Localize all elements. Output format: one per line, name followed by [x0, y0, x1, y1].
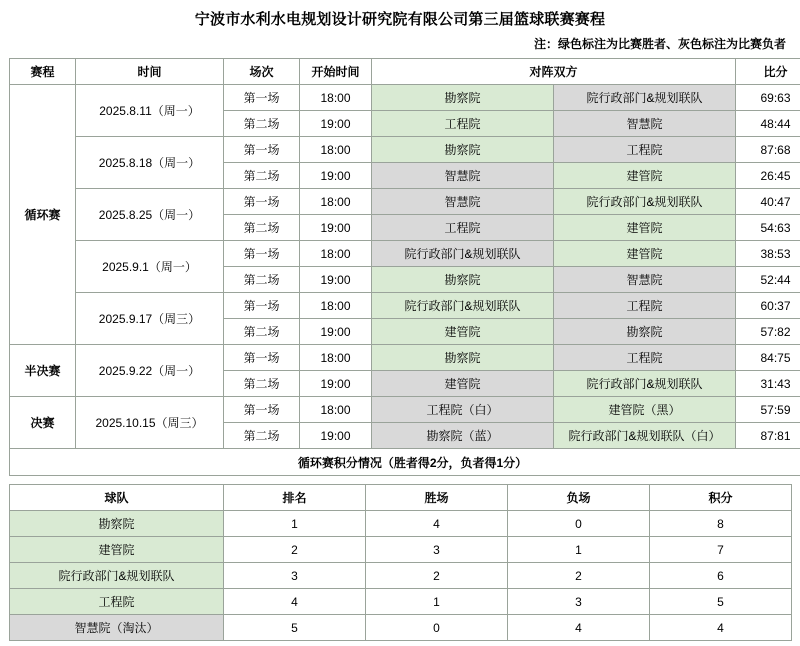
date-cell: 2025.10.15（周三） — [76, 397, 224, 449]
header-date: 时间 — [76, 59, 224, 85]
game-cell: 第二场 — [224, 371, 300, 397]
points-cell: 8 — [650, 511, 792, 537]
score-cell: 52:44 — [736, 267, 800, 293]
header-points: 积分 — [650, 485, 792, 511]
losses-cell: 4 — [508, 615, 650, 641]
team-b-cell: 勘察院 — [554, 319, 736, 345]
table-row — [10, 137, 800, 163]
standings-caption-row — [10, 449, 800, 476]
table-row — [10, 189, 800, 215]
time-cell: 19:00 — [300, 111, 372, 137]
wins-cell: 2 — [366, 563, 508, 589]
table-row — [10, 615, 792, 641]
wins-cell: 4 — [366, 511, 508, 537]
time-cell: 19:00 — [300, 423, 372, 449]
game-cell: 第一场 — [224, 241, 300, 267]
game-cell: 第一场 — [224, 397, 300, 423]
score-cell: 57:59 — [736, 397, 800, 423]
points-cell: 5 — [650, 589, 792, 615]
team-a-cell: 勘察院 — [372, 85, 554, 111]
team-a-cell: 建管院 — [372, 371, 554, 397]
score-cell: 31:43 — [736, 371, 800, 397]
time-cell: 18:00 — [300, 397, 372, 423]
table-row — [10, 345, 800, 371]
stage-cell: 半决赛 — [10, 345, 76, 397]
date-cell: 2025.8.11（周一） — [76, 85, 224, 137]
game-cell: 第一场 — [224, 293, 300, 319]
game-cell: 第二场 — [224, 267, 300, 293]
team-a-cell: 工程院 — [372, 215, 554, 241]
team-b-cell: 院行政部门&规划联队 — [554, 371, 736, 397]
page-title: 宁波市水利水电规划设计研究院有限公司第三届篮球联赛赛程 — [194, 11, 606, 28]
rank-cell: 4 — [224, 589, 366, 615]
header-matchup: 对阵双方 — [372, 59, 736, 85]
wins-cell: 0 — [366, 615, 508, 641]
time-cell: 18:00 — [300, 137, 372, 163]
score-cell: 84:75 — [736, 345, 800, 371]
score-cell: 38:53 — [736, 241, 800, 267]
game-cell: 第一场 — [224, 189, 300, 215]
game-cell: 第二场 — [224, 319, 300, 345]
team-b-cell: 建管院 — [554, 215, 736, 241]
team-a-cell: 工程院（白） — [372, 397, 554, 423]
table-row — [10, 397, 800, 423]
game-cell: 第一场 — [224, 345, 300, 371]
date-cell: 2025.9.1（周一） — [76, 241, 224, 293]
game-cell: 第一场 — [224, 137, 300, 163]
table-row — [10, 563, 792, 589]
points-cell: 6 — [650, 563, 792, 589]
game-cell: 第二场 — [224, 163, 300, 189]
team-a-cell: 院行政部门&规划联队 — [372, 241, 554, 267]
score-cell: 57:82 — [736, 319, 800, 345]
score-cell: 60:37 — [736, 293, 800, 319]
team-a-cell: 智慧院 — [372, 163, 554, 189]
wins-cell: 1 — [366, 589, 508, 615]
team-b-cell: 智慧院 — [554, 111, 736, 137]
team-b-cell: 院行政部门&规划联队 — [554, 189, 736, 215]
team-name-cell: 智慧院（淘汰） — [10, 615, 224, 641]
team-b-cell: 工程院 — [554, 345, 736, 371]
game-cell: 第一场 — [224, 85, 300, 111]
header-wins: 胜场 — [366, 485, 508, 511]
team-a-cell: 院行政部门&规划联队 — [372, 293, 554, 319]
team-a-cell: 勘察院 — [372, 137, 554, 163]
table-row — [10, 537, 792, 563]
score-cell: 26:45 — [736, 163, 800, 189]
header-rank: 排名 — [224, 485, 366, 511]
team-a-cell: 勘察院 — [372, 345, 554, 371]
date-cell: 2025.8.25（周一） — [76, 189, 224, 241]
team-a-cell: 智慧院 — [372, 189, 554, 215]
table-row — [10, 511, 792, 537]
losses-cell: 3 — [508, 589, 650, 615]
header-losses: 负场 — [508, 485, 650, 511]
score-cell: 54:63 — [736, 215, 800, 241]
stage-cell: 循环赛 — [10, 85, 76, 345]
points-cell: 7 — [650, 537, 792, 563]
time-cell: 19:00 — [300, 371, 372, 397]
points-cell: 4 — [650, 615, 792, 641]
score-cell: 87:68 — [736, 137, 800, 163]
rank-cell: 5 — [224, 615, 366, 641]
losses-cell: 0 — [508, 511, 650, 537]
score-cell: 48:44 — [736, 111, 800, 137]
team-b-cell: 院行政部门&规划联队 — [554, 85, 736, 111]
score-cell: 87:81 — [736, 423, 800, 449]
time-cell: 18:00 — [300, 241, 372, 267]
losses-cell: 1 — [508, 537, 650, 563]
standings-table — [9, 484, 792, 641]
schedule-header-row — [10, 59, 800, 85]
date-cell: 2025.8.18（周一） — [76, 137, 224, 189]
legend-note: 注：绿色标注为比赛胜者、灰色标注为比赛负者 — [533, 37, 786, 51]
time-cell: 19:00 — [300, 319, 372, 345]
team-b-cell: 建管院（黑） — [554, 397, 736, 423]
time-cell: 18:00 — [300, 345, 372, 371]
time-cell: 19:00 — [300, 267, 372, 293]
team-name-cell: 工程院 — [10, 589, 224, 615]
team-a-cell: 工程院 — [372, 111, 554, 137]
team-b-cell: 工程院 — [554, 137, 736, 163]
game-cell: 第二场 — [224, 111, 300, 137]
date-cell: 2025.9.22（周一） — [76, 345, 224, 397]
team-a-cell: 勘察院 — [372, 267, 554, 293]
table-row — [10, 293, 800, 319]
score-cell: 40:47 — [736, 189, 800, 215]
standings-caption: 循环赛积分情况（胜者得2分，负者得1分） — [10, 449, 800, 476]
team-b-cell: 建管院 — [554, 241, 736, 267]
table-row — [10, 589, 792, 615]
team-name-cell: 院行政部门&规划联队 — [10, 563, 224, 589]
team-b-cell: 工程院 — [554, 293, 736, 319]
team-b-cell: 院行政部门&规划联队（白） — [554, 423, 736, 449]
schedule-table — [9, 58, 800, 476]
table-row — [10, 85, 800, 111]
wins-cell: 3 — [366, 537, 508, 563]
score-cell: 69:63 — [736, 85, 800, 111]
time-cell: 18:00 — [300, 85, 372, 111]
team-b-cell: 建管院 — [554, 163, 736, 189]
team-a-cell: 勘察院（蓝） — [372, 423, 554, 449]
losses-cell: 2 — [508, 563, 650, 589]
team-a-cell: 建管院 — [372, 319, 554, 345]
table-row — [10, 241, 800, 267]
game-cell: 第二场 — [224, 215, 300, 241]
rank-cell: 1 — [224, 511, 366, 537]
rank-cell: 2 — [224, 537, 366, 563]
time-cell: 19:00 — [300, 215, 372, 241]
header-start-time: 开始时间 — [300, 59, 372, 85]
time-cell: 18:00 — [300, 293, 372, 319]
team-b-cell: 智慧院 — [554, 267, 736, 293]
time-cell: 18:00 — [300, 189, 372, 215]
date-cell: 2025.9.17（周三） — [76, 293, 224, 345]
table-gap — [0, 476, 800, 484]
game-cell: 第二场 — [224, 423, 300, 449]
team-name-cell: 建管院 — [10, 537, 224, 563]
team-name-cell: 勘察院 — [10, 511, 224, 537]
header-stage: 赛程 — [10, 59, 76, 85]
header-team: 球队 — [10, 485, 224, 511]
header-game: 场次 — [224, 59, 300, 85]
stage-cell: 决赛 — [10, 397, 76, 449]
header-score: 比分 — [736, 59, 800, 85]
standings-header-row — [10, 485, 792, 511]
rank-cell: 3 — [224, 563, 366, 589]
time-cell: 19:00 — [300, 163, 372, 189]
